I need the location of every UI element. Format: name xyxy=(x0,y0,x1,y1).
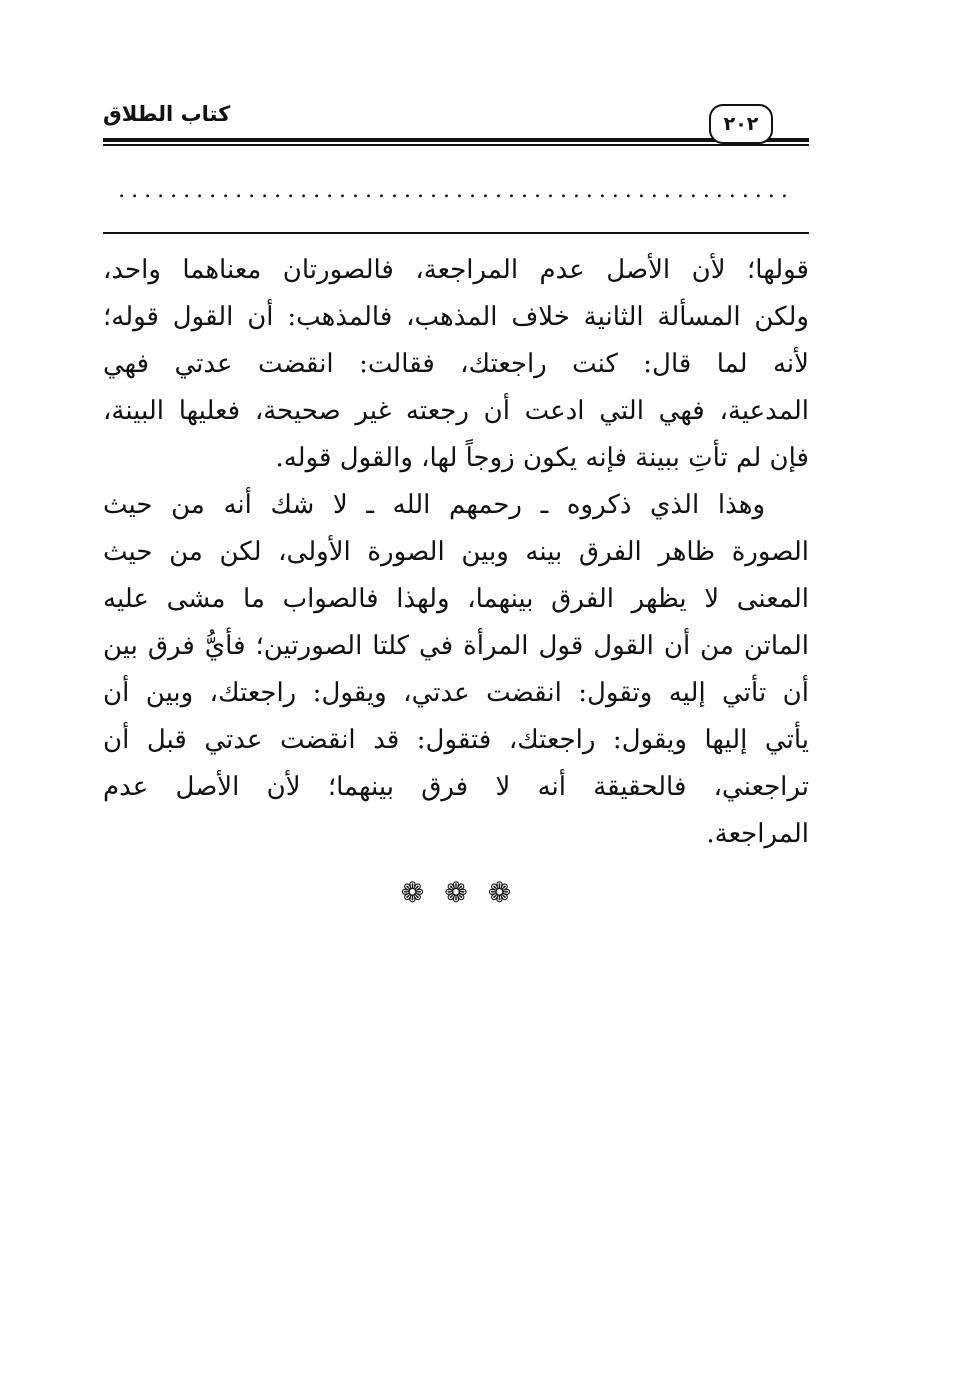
section-end-ornaments xyxy=(103,873,809,913)
text-line: يأتي إليها ويقول: راجعتك، فتقول: قد انقضت عدتي قبل أن xyxy=(103,725,809,755)
text-line: وهذا الذي ذكروه ـ رحمهم الله ـ لا شك أنه من حيث xyxy=(103,490,765,520)
separator-dots: .................................................... xyxy=(118,178,794,203)
text-line: المدعية، فهي التي ادعت أن رجعته غير صحيحة، فعليها البينة، xyxy=(103,396,809,426)
text-line: المعنى لا يظهر الفرق بينهما، ولهذا فالصواب ما مشى عليه xyxy=(103,584,809,614)
text-line: أن تأتي إليه وتقول: انقضت عدتي، ويقول: راجعتك، وبين أن xyxy=(103,678,809,708)
text-line: تراجعني، فالحقيقة أنه لا فرق بينهما؛ لأن الأصل عدم xyxy=(103,772,809,802)
text-line: المراجعة. xyxy=(706,819,809,849)
header-rule-thin xyxy=(103,144,809,146)
body-text xyxy=(103,247,809,858)
section-rule xyxy=(103,232,809,234)
text-line: لأنه لما قال: كنت راجعتك، فقالت: انقضت عدتي فهي xyxy=(103,349,809,379)
flower-ornament-icon: ❁ xyxy=(444,876,468,909)
paragraph-1 xyxy=(103,247,809,482)
text-line: الماتن من أن القول قول المرأة في كلتا الصورتين؛ فأيُّ فرق بين xyxy=(103,631,809,661)
text-line: فإن لم تأتِ ببينة فإنه يكون زوجاً لها، والقول قوله. xyxy=(275,443,809,473)
flower-ornament-icon: ❁ xyxy=(487,876,512,909)
flower-ornament-icon: ❁ xyxy=(400,876,425,909)
header-rule-thick xyxy=(103,138,809,142)
page-header xyxy=(103,100,809,150)
paragraph-2 xyxy=(103,482,809,858)
text-line: ولكن المسألة الثانية خلاف المذهب، فالمذهب: أن القول قوله؛ xyxy=(103,302,809,332)
page-number: ٢٠٢ xyxy=(709,104,773,144)
book-title: كتاب الطلاق xyxy=(103,102,231,126)
text-line: قولها؛ لأن الأصل عدم المراجعة، فالصورتان معناهما واحد، xyxy=(103,255,809,285)
text-line: الصورة ظاهر الفرق بينه وبين الصورة الأولى، لكن من حيث xyxy=(103,537,809,567)
